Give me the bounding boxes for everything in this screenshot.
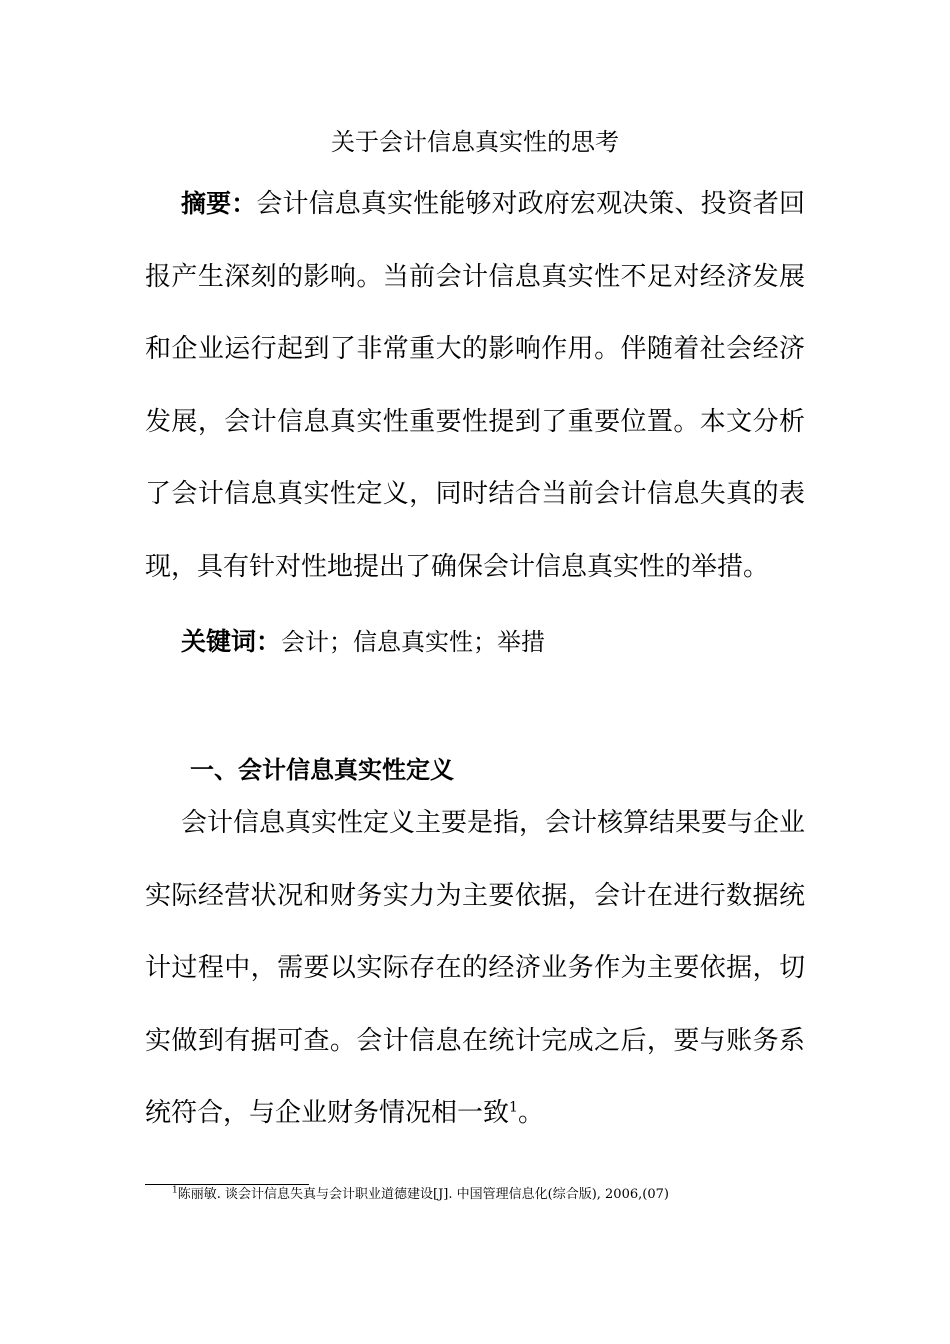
definition-text: 会计信息真实性定义主要是指，会计核算结果要与企业实际经营状况和财务实力为主要依据，会计在进行数据统计过程中，需要以实际存在的经济业务作为主要依据，切实做到有据可查。会计信息在统计完成之后，要与账务系统符合，与企业财务情况相一致 <box>145 808 806 1129</box>
definition-paragraph <box>145 787 805 1150</box>
keywords-label: 关键词： <box>181 627 282 656</box>
abstract-paragraph <box>145 168 805 604</box>
footnote <box>172 1186 669 1204</box>
section-heading-definition: 一、会计信息真实性定义 <box>190 756 454 784</box>
footnote-number: 1 <box>172 1185 178 1196</box>
abstract-text: 会计信息真实性能够对政府宏观决策、投资者回报产生深刻的影响。当前会计信息真实性不足对经济发展和企业运行起到了非常重大的影响作用。伴随着社会经济发展，会计信息真实性重要性提到了重要位置。本文分析了会计信息真实性定义，同时结合当前会计信息失真的表现，具有针对性地提出了确保会计信息真实性的举措。 <box>145 189 805 582</box>
footnote-separator <box>145 1184 309 1185</box>
keywords-line <box>181 622 545 662</box>
footnote-text: 陈丽敏. 谈会计信息失真与会计职业道德建设[J]. 中国管理信息化(综合版), 2006,(07) <box>177 1187 669 1202</box>
footnote-reference[interactable]: 1 <box>509 1099 518 1116</box>
definition-end-punct: 。 <box>517 1098 544 1129</box>
abstract-label: 摘要： <box>181 189 257 218</box>
keywords-text: 会计；信息真实性；举措 <box>281 628 546 656</box>
document-title: 关于会计信息真实性的思考 <box>331 128 619 156</box>
